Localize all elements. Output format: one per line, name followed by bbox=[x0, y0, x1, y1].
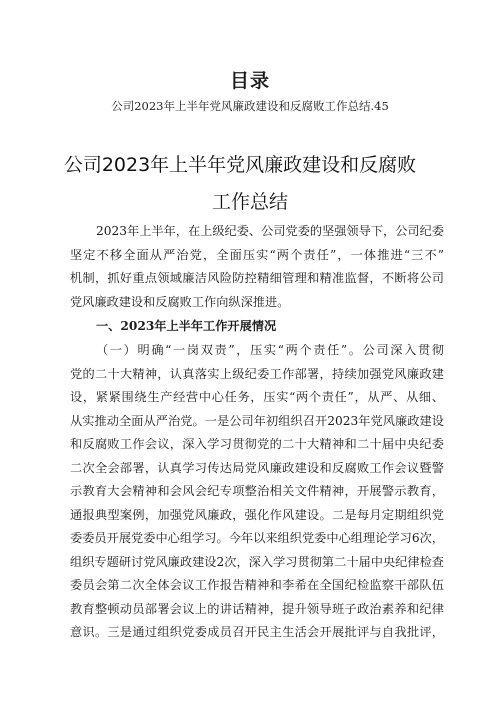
paragraph-line: 委员会第二次全体会议工作报告精神和李希在全国纪检监察干部队伍 bbox=[70, 578, 444, 592]
paragraph-line: 从实推动全面从严治党。一是公司年初组织召开2023年党风廉政建设 bbox=[70, 413, 444, 428]
paragraph-line: 通报典型案例，加强党风廉政，强化作风建设。二是每月定期组织党 bbox=[70, 507, 444, 522]
document-title-line-2: 工作总结 bbox=[211, 191, 288, 213]
paragraph-line: 和反腐败工作会议，深入学习贯彻党的二十大精神和二十届中央纪委 bbox=[70, 437, 444, 451]
paragraph-line: 组织专题研讨党风廉政建设2次，深入学习贯彻第二十届中央纪律检查 bbox=[70, 554, 444, 569]
paragraph-line: 坚定不移全面从严治党，全面压实“两个责任”，一体推进“三不” bbox=[70, 247, 444, 262]
paragraph-line: 教育整顿动员部署会议上的讲话精神，提升领导班子政治素养和纪律 bbox=[70, 601, 444, 616]
toc-title: 目录 bbox=[229, 70, 270, 92]
intro-paragraph bbox=[70, 220, 444, 314]
toc-entry[interactable]: 公司2023年上半年党风廉政建设和反腐败工作总结.45 bbox=[111, 99, 389, 113]
paragraph-line: 2023年上半年，在上级纪委、公司党委的坚强领导下，公司纪委 bbox=[96, 224, 444, 238]
paragraph-line: 二次全会部署，认真学习传达局党风廉政建设和反腐败工作会议暨警 bbox=[70, 460, 444, 475]
paragraph-line: 设，紧紧围绕生产经营中心任务，压实“两个责任”，从严、从细、 bbox=[70, 390, 444, 404]
document-title-line-1: 公司2023年上半年党风廉政建设和反腐败 bbox=[63, 154, 417, 176]
paragraph-line: 意识。三是通过组织党委成员召开民主生活会开展批评与自我批评， bbox=[70, 625, 444, 639]
paragraph-line: 委委员开展党委中心组学习。今年以来组织党委中心组理论学习6次， bbox=[70, 531, 444, 545]
paragraph-line: 机制，抓好重点领域廉洁风险防控精细管理和精准监督，不断将公司 bbox=[70, 271, 444, 285]
section-paragraph bbox=[70, 339, 444, 645]
paragraph-line: 党风廉政建设和反腐败工作向纵深推进。 bbox=[70, 294, 290, 309]
paragraph-line: 示教育大会精神和会风会纪专项整治相关文件精神，开展警示教育， bbox=[70, 484, 444, 498]
paragraph-line: （一）明确“一岗双责”，压实“两个责任”。公司深入贯彻 bbox=[96, 343, 444, 357]
section-heading: 一、2023年上半年工作开展情况 bbox=[96, 319, 277, 333]
paragraph-line: 党的二十大精神，认真落实上级纪委工作部署，持续加强党风廉政建 bbox=[70, 366, 444, 381]
